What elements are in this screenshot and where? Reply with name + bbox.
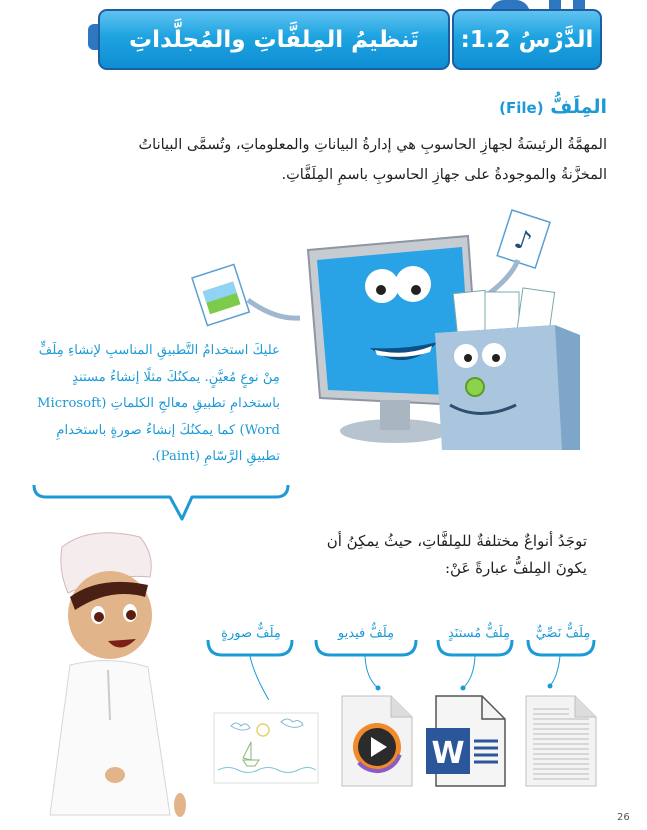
file-types-intro: توجَدُ أنواعٌ مختلفةٌ للمِلفَّاتِ، حيثُ يمكِنُ أن يكونَ المِلفُّ عبارةً عَنْ:	[326, 532, 587, 577]
section-heading-ar: المِلَفُّ	[550, 96, 607, 118]
svg-text:♪: ♪	[510, 224, 536, 258]
callout-text: عليكَ استخدامُ التَّطبيقِ المناسبِ لإنشاءِ مِلَفٍّ مِنْ نوعٍ مُعيَّنٍ. يمكنُكَ مثلًا إنشاءُ مستندٍ باستخدامِ تطبيقِ معالجِ الكلماتِ (Microsoft Word) كما يمكنُكَ إنشاءُ صورةٍ باستخدامِ تطبيقِ الرَّسّامِ (Paint).	[37, 343, 280, 464]
page-number: 26	[617, 812, 630, 823]
image-file-icon	[213, 712, 319, 784]
label-video-file: مِلَفٌّ فيديو	[337, 626, 395, 641]
lesson-number: الدَّرْسُ 1.2:	[452, 9, 602, 70]
label-image-file: مِلَفٌّ صورةٍ	[221, 626, 281, 641]
student-character	[20, 515, 200, 825]
word-document-icon	[426, 695, 506, 787]
section-heading	[499, 96, 607, 118]
label-connectors	[180, 620, 610, 700]
section-heading-en: (File)	[499, 99, 544, 117]
label-document-file: مِلَفٌّ مُستنَدٍ	[447, 626, 511, 641]
svg-text:W: W	[431, 736, 465, 771]
video-file-icon	[341, 695, 413, 787]
text-file-icon	[525, 695, 597, 787]
music-file-icon	[497, 210, 550, 268]
intro-paragraph: المهمَّةُ الرئيسَةُ لجهازِ الحاسوبِ هي إدارةُ البياناتِ والمعلوماتِ، وتُسمَّى البياناتُ المخزَّنةُ والموجودةُ على جهازِ الحاسوبِ باسمِ المِلَفَّاتِ.	[138, 137, 607, 183]
lesson-title: تَنظيمُ المِلفَّاتِ والمُجلَّداتِ	[98, 9, 450, 70]
file-cabinet-character	[435, 288, 580, 450]
image-file-icon	[192, 264, 249, 325]
label-text-file: مِلَفٌّ نَصِّيٌّ	[535, 626, 591, 641]
